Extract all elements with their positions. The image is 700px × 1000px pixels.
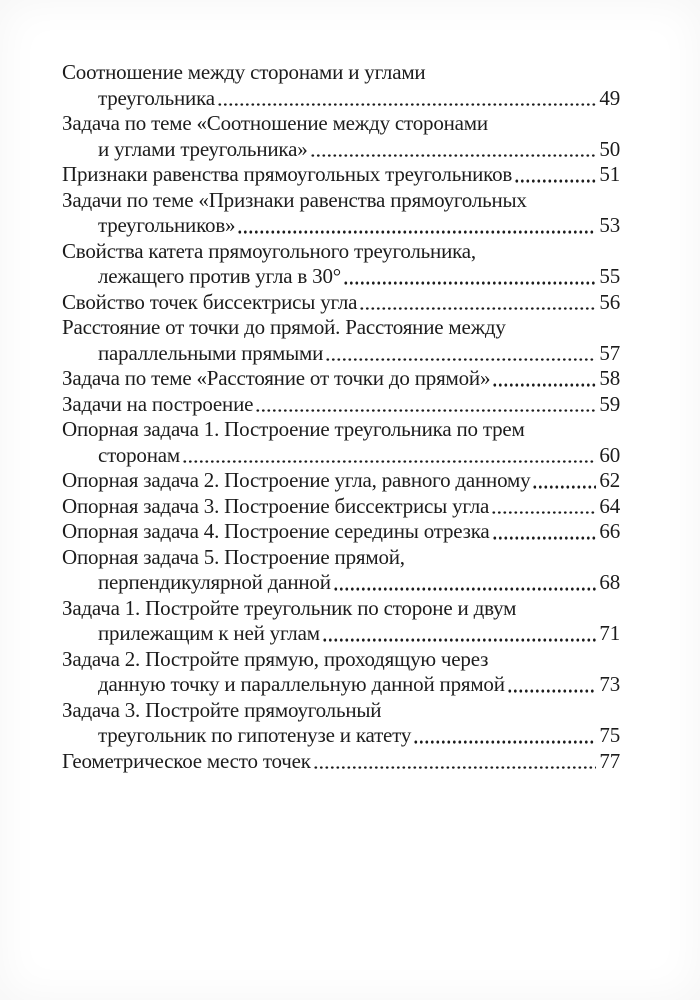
dotted-leader bbox=[323, 638, 597, 642]
toc-entry-text: Задача 3. Постройте прямоугольный bbox=[62, 697, 382, 722]
toc-entry-text: Опорная задача 5. Построение прямой, bbox=[62, 544, 405, 569]
page-number: 58 bbox=[599, 366, 620, 390]
toc-entry-line bbox=[62, 621, 620, 647]
toc-entry-line bbox=[62, 239, 620, 265]
page-number: 49 bbox=[599, 85, 620, 110]
toc-entry bbox=[62, 494, 620, 520]
toc-entry bbox=[62, 519, 620, 545]
toc-entry bbox=[62, 239, 620, 290]
dotted-leader bbox=[414, 740, 596, 744]
toc-entry-line bbox=[62, 647, 620, 673]
toc-entry-line bbox=[62, 392, 620, 418]
page-number: 55 bbox=[599, 264, 620, 288]
toc-entry-line bbox=[62, 749, 620, 775]
toc-entry-line bbox=[62, 494, 620, 520]
dotted-leader bbox=[183, 460, 596, 464]
toc-entry-line bbox=[62, 162, 620, 188]
toc-entry-text: Задача 2. Постройте прямую, проходящую через bbox=[62, 646, 489, 671]
toc-entry bbox=[62, 647, 620, 698]
toc-entry-line bbox=[62, 596, 620, 622]
page-number: 64 bbox=[599, 493, 620, 518]
page-number: 57 bbox=[599, 340, 620, 365]
page-number: 53 bbox=[599, 213, 620, 237]
toc-entry-line bbox=[62, 86, 620, 112]
toc-entry bbox=[62, 290, 620, 316]
toc-entry-text: Задачи по теме «Признаки равенства прямоугольных bbox=[62, 187, 527, 212]
toc-entry bbox=[62, 162, 620, 188]
toc-entry-line bbox=[62, 366, 620, 392]
dotted-leader bbox=[344, 281, 596, 285]
page-number: 66 bbox=[599, 519, 620, 543]
toc-entry-text: треугольник по гипотенузе и катету bbox=[98, 723, 412, 747]
toc-entry-line bbox=[62, 519, 620, 545]
page-number: 71 bbox=[599, 621, 620, 645]
dotted-leader bbox=[493, 536, 597, 540]
dotted-leader bbox=[314, 766, 597, 770]
toc-entry-line bbox=[62, 672, 620, 698]
dotted-leader bbox=[492, 511, 596, 515]
toc-entry bbox=[62, 468, 620, 494]
toc-entry bbox=[62, 188, 620, 239]
toc-entry-text: Соотношение между сторонами и углами bbox=[62, 60, 426, 84]
toc-entry-text: сторонам bbox=[98, 442, 180, 467]
toc-entry-text: прилежащим к ней углам bbox=[98, 621, 320, 645]
toc-entry-text: Опорная задача 2. Построение угла, равного данному bbox=[62, 468, 531, 492]
page-number: 51 bbox=[599, 162, 620, 186]
toc-entry-text: Расстояние от точки до прямой. Расстояние между bbox=[62, 315, 506, 339]
toc-entry-text: треугольника bbox=[98, 85, 215, 110]
toc-entry-line bbox=[62, 417, 620, 443]
dotted-leader bbox=[311, 154, 597, 158]
dotted-leader bbox=[533, 485, 596, 489]
toc-entry-line bbox=[62, 213, 620, 239]
toc-entry-text: треугольников» bbox=[98, 213, 236, 237]
page-number: 60 bbox=[599, 442, 620, 467]
toc-entry-line bbox=[62, 137, 620, 163]
toc-entry bbox=[62, 392, 620, 418]
page-number: 50 bbox=[599, 136, 620, 161]
dotted-leader bbox=[256, 409, 596, 413]
dotted-leader bbox=[360, 307, 596, 311]
page-number: 73 bbox=[599, 672, 620, 696]
dotted-leader bbox=[238, 230, 596, 234]
toc-entry-line bbox=[62, 315, 620, 341]
toc-entry-text: Задача по теме «Соотношение между сторонами bbox=[62, 111, 488, 135]
toc-entry-line bbox=[62, 290, 620, 316]
toc-entry-text: перпендикулярной данной bbox=[98, 570, 331, 594]
toc-entry-line bbox=[62, 264, 620, 290]
toc-entry-text: Свойство точек биссектрисы угла bbox=[62, 289, 358, 314]
table-of-contents bbox=[62, 60, 620, 774]
toc-entry-line bbox=[62, 545, 620, 571]
toc-entry-line bbox=[62, 723, 620, 749]
toc-entry-line bbox=[62, 698, 620, 724]
toc-entry bbox=[62, 60, 620, 111]
toc-entry bbox=[62, 545, 620, 596]
toc-entry-text: параллельными прямыми bbox=[98, 340, 324, 365]
toc-entry bbox=[62, 698, 620, 749]
toc-entry-text: Опорная задача 1. Построение треугольника по трем bbox=[62, 417, 525, 441]
toc-entry-line bbox=[62, 60, 620, 86]
toc-entry-text: Опорная задача 3. Построение биссектрисы угла bbox=[62, 493, 490, 518]
dotted-leader bbox=[334, 587, 597, 591]
dotted-leader bbox=[508, 689, 597, 693]
page-number: 75 bbox=[599, 723, 620, 747]
toc-entry bbox=[62, 596, 620, 647]
toc-entry-text: данную точку и параллельную данной прямой bbox=[98, 672, 505, 696]
dotted-leader bbox=[326, 358, 596, 362]
dotted-leader bbox=[515, 179, 596, 183]
dotted-leader bbox=[218, 103, 597, 107]
toc-entry bbox=[62, 417, 620, 468]
toc-entry-text: Задачи на построение bbox=[62, 391, 254, 416]
page-number: 62 bbox=[599, 468, 620, 492]
toc-entry-text: Опорная задача 4. Построение середины отрезка bbox=[62, 519, 490, 543]
toc-entry-text: Признаки равенства прямоугольных треугольников bbox=[62, 162, 513, 186]
toc-entry-line bbox=[62, 188, 620, 214]
toc-entry-text: лежащего против угла в 30° bbox=[98, 264, 341, 288]
page-number: 59 bbox=[599, 391, 620, 416]
toc-entry bbox=[62, 111, 620, 162]
toc-entry-line bbox=[62, 341, 620, 367]
toc-entry-line bbox=[62, 111, 620, 137]
toc-entry bbox=[62, 366, 620, 392]
toc-entry-text: Геометрическое место точек bbox=[62, 748, 311, 773]
toc-entry bbox=[62, 315, 620, 366]
toc-entry-line bbox=[62, 570, 620, 596]
page-number: 68 bbox=[599, 570, 620, 594]
toc-entry-text: и углами треугольника» bbox=[98, 136, 308, 161]
toc-entry-line bbox=[62, 468, 620, 494]
page-number: 56 bbox=[599, 289, 620, 314]
toc-entry bbox=[62, 749, 620, 775]
toc-entry-text: Задача по теме «Расстояние от точки до прямой» bbox=[62, 366, 491, 390]
toc-entry-text: Задача 1. Постройте треугольник по стороне и двум bbox=[62, 595, 517, 620]
toc-entry-text: Свойства катета прямоугольного треугольника, bbox=[62, 238, 476, 263]
page-number: 77 bbox=[599, 748, 620, 773]
dotted-leader bbox=[493, 383, 596, 387]
toc-entry-line bbox=[62, 443, 620, 469]
